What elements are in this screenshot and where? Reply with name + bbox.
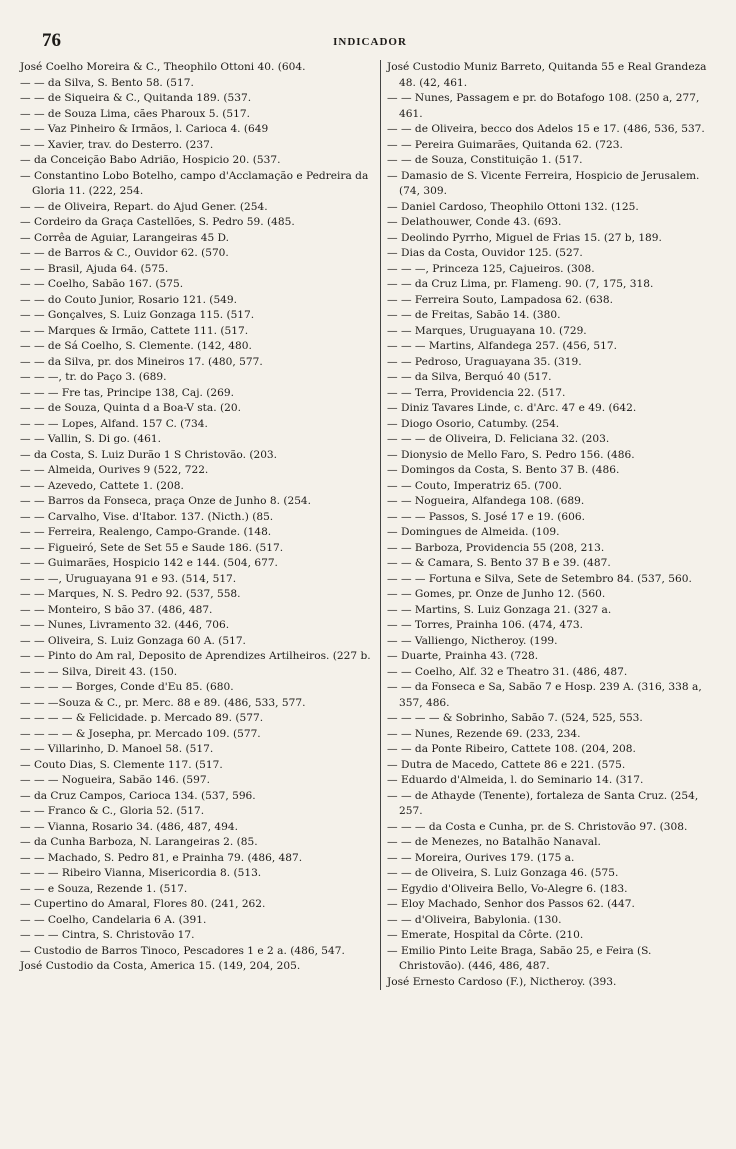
directory-entry: — — — — & Sobrinho, Sabão 7. (524, 525, 553. bbox=[387, 712, 643, 724]
directory-entry: — — Nogueira, Alfandega 108. (689. bbox=[387, 495, 585, 507]
directory-entry: — — Monteiro, S bão 37. (486, 487. bbox=[20, 603, 213, 616]
directory-entry: — Cordeiro da Graça Castellões, S. Pedro 59. (485. bbox=[20, 216, 295, 228]
directory-entry: — — e Souza, Rezende 1. (517. bbox=[20, 882, 188, 895]
directory-entry: — Egydio d'Oliveira Bello, Vo-Alegre 6. (183. bbox=[387, 882, 628, 895]
directory-entry: — — Azevedo, Cattete 1. (208. bbox=[20, 479, 184, 492]
directory-entry: — — Gomes, pr. Onze de Junho 12. (560. bbox=[387, 588, 606, 600]
directory-entry: — Cupertino do Amaral, Flores 80. (241, 262. bbox=[20, 898, 266, 910]
directory-entry: — — —, Princeza 125, Cajueiros. (308. bbox=[387, 262, 595, 275]
directory-entry: — — Franco & C., Gloria 52. (517. bbox=[20, 805, 205, 817]
directory-entry: — — de Souza, Constituição 1. (517. bbox=[387, 154, 583, 166]
page-number: 76 bbox=[42, 30, 61, 51]
directory-entry: — — — da Costa e Cunha, pr. de S. Christovão 97. (308. bbox=[387, 820, 688, 833]
directory-entry: — Delathouwer, Conde 43. (693. bbox=[387, 216, 562, 228]
directory-entry: — — Almeida, Ourives 9 (522, 722. bbox=[20, 464, 209, 476]
directory-entry: — — Coelho, Sabão 167. (575. bbox=[20, 278, 184, 290]
directory-entry: — — Vaz Pinheiro & Irmãos, l. Carioca 4. (649 bbox=[20, 123, 269, 135]
directory-entry: — — Pedroso, Uraguayana 35. (319. bbox=[387, 355, 582, 368]
directory-entry: — — — — & Josepha, pr. Mercado 109. (577. bbox=[20, 727, 261, 740]
directory-entry: — — Gonçalves, S. Luiz Gonzaga 115. (517. bbox=[20, 309, 255, 321]
directory-entry: — — Oliveira, S. Luiz Gonzaga 60 A. (517. bbox=[20, 634, 246, 647]
directory-entry: — — —Souza & C., pr. Merc. 88 e 89. (486, 533, 577. bbox=[20, 696, 306, 709]
running-title: INDICADOR bbox=[333, 36, 407, 48]
directory-entry: — — Machado, S. Pedro 81, e Prainha 79. (486, 487. bbox=[20, 851, 303, 864]
directory-entry: — — Coelho, Candelaria 6 A. (391. bbox=[20, 913, 207, 926]
directory-entry: — Custodio de Barros Tinoco, Pescadores 1 e 2 a. (486, 547. bbox=[20, 944, 345, 957]
directory-entry: — — Nunes, Passagem e pr. do Botafogo 108. (250 a, 277, 461. bbox=[387, 92, 700, 120]
directory-entry: — — Couto, Imperatriz 65. (700. bbox=[387, 479, 562, 492]
directory-entry: — — Carvalho, Vise. d'Itabor. 137. (Nicth.) (85. bbox=[20, 510, 274, 523]
directory-entry: — da Costa, S. Luiz Durão 1 S Christovão. (203. bbox=[20, 448, 278, 461]
directory-entry: — — de Athayde (Tenente), fortaleza de Santa Cruz. (254, 257. bbox=[387, 789, 699, 817]
directory-entry: — — Nunes, Livramento 32. (446, 706. bbox=[20, 619, 230, 631]
directory-entry: — Eloy Machado, Senhor dos Passos 62. (447. bbox=[387, 898, 635, 910]
directory-entry: — — — — Borges, Conde d'Eu 85. (680. bbox=[20, 681, 234, 693]
directory-entry: — Constantino Lobo Botelho, campo d'Acclamação e Pedreira da Gloria 11. (222, 254. bbox=[20, 169, 369, 197]
directory-entry: — — de Oliveira, becco dos Adelos 15 e 17. (486, 536, 537. bbox=[387, 123, 705, 135]
directory-entry: — — Nunes, Rezende 69. (233, 234. bbox=[387, 727, 581, 740]
directory-entry: — Emilio Pinto Leite Braga, Sabão 25, e Feira (S. Christovão). (446, 486, 487. bbox=[387, 944, 652, 972]
directory-entry: — — d'Oliveira, Babylonia. (130. bbox=[387, 913, 562, 926]
right-column bbox=[380, 60, 720, 990]
directory-entry: — Corrêa de Aguiar, Larangeiras 45 D. bbox=[20, 231, 230, 244]
directory-entry: — — do Couto Junior, Rosario 121. (549. bbox=[20, 293, 238, 306]
directory-entry: — — & Camara, S. Bento 37 B e 39. (487. bbox=[387, 557, 611, 569]
directory-entry: José Ernesto Cardoso (F.), Nictheroy. (393. bbox=[387, 975, 617, 988]
directory-entry: — — Moreira, Ourives 179. (175 a. bbox=[387, 851, 575, 864]
directory-entry: — — de Freitas, Sabão 14. (380. bbox=[387, 309, 561, 321]
directory-entry: — Dutra de Macedo, Cattete 86 e 221. (575. bbox=[387, 758, 626, 771]
directory-entry: — Couto Dias, S. Clemente 117. (517. bbox=[20, 758, 223, 771]
directory-entry: — — de Souza Lima, cães Pharoux 5. (517. bbox=[20, 107, 250, 120]
directory-columns bbox=[20, 60, 720, 990]
directory-entry: — — Guimarães, Hospicio 142 e 144. (504, 677. bbox=[20, 557, 278, 569]
directory-entry: — Emerate, Hospital da Côrte. (210. bbox=[387, 929, 584, 941]
directory-entry: — — — Silva, Direit 43. (150. bbox=[20, 665, 178, 678]
directory-entry: — Domingues de Almeida. (109. bbox=[387, 526, 560, 538]
directory-entry: — — Pinto do Am ral, Deposito de Aprendizes Artilheiros. (227 b. bbox=[20, 650, 371, 662]
directory-entry: — — Marques, N. S. Pedro 92. (537, 558. bbox=[20, 588, 241, 600]
directory-entry: — Deolindo Pyrrho, Miguel de Frias 15. (27 b, 189. bbox=[387, 231, 662, 244]
directory-entry: — Domingos da Costa, S. Bento 37 B. (486. bbox=[387, 464, 620, 476]
directory-entry: — Dias da Costa, Ouvidor 125. (527. bbox=[387, 247, 583, 259]
directory-entry: — — da Fonseca e Sa, Sabão 7 e Hosp. 239 A. (316, 338 a, 357, 486. bbox=[387, 681, 702, 709]
directory-entry: — — Martins, S. Luiz Gonzaga 21. (327 a. bbox=[387, 603, 612, 616]
directory-entry: — da Cunha Barboza, N. Larangeiras 2. (85. bbox=[20, 836, 258, 848]
directory-entry: — da Conceição Babo Adrião, Hospicio 20. (537. bbox=[20, 154, 281, 166]
directory-entry: — — — Nogueira, Sabão 146. (597. bbox=[20, 774, 210, 786]
directory-entry: — — Xavier, trav. do Desterro. (237. bbox=[20, 138, 214, 151]
directory-entry: — — de Oliveira, Repart. do Ajud Gener. (254. bbox=[20, 200, 268, 213]
directory-entry: — — — Ribeiro Vianna, Misericordia 8. (513. bbox=[20, 867, 262, 879]
directory-entry: — — Marques & Irmão, Cattete 111. (517. bbox=[20, 324, 249, 337]
directory-entry: — — Barboza, Providencia 55 (208, 213. bbox=[387, 541, 605, 554]
directory-entry: — — — Lopes, Alfand. 157 C. (734. bbox=[20, 417, 208, 430]
directory-entry: — Eduardo d'Almeida, l. do Seminario 14. (317. bbox=[387, 774, 644, 786]
directory-entry: — — de Siqueira & C., Quitanda 189. (537. bbox=[20, 92, 252, 104]
directory-entry: — Damasio de S. Vicente Ferreira, Hospicio de Jerusalem. (74, 309. bbox=[387, 169, 700, 197]
directory-entry: — Duarte, Prainha 43. (728. bbox=[387, 650, 539, 662]
directory-entry: José Coelho Moreira & C., Theophilo Ottoni 40. (604. bbox=[20, 61, 306, 73]
directory-entry: — — Terra, Providencia 22. (517. bbox=[387, 386, 566, 399]
directory-entry: — — de Barros & C., Ouvidor 62. (570. bbox=[20, 247, 229, 259]
directory-entry: — — — Cintra, S. Christovão 17. bbox=[20, 929, 195, 941]
directory-entry: — — da Silva, Berquó 40 (517. bbox=[387, 371, 552, 383]
directory-entry: — Daniel Cardoso, Theophilo Ottoni 132. (125. bbox=[387, 200, 639, 213]
directory-entry: — — Figueiró, Sete de Set 55 e Saude 186. (517. bbox=[20, 541, 284, 554]
directory-entry: José Custodio da Costa, America 15. (149, 204, 205. bbox=[20, 960, 301, 972]
directory-entry: — — — Martins, Alfandega 257. (456, 517. bbox=[387, 340, 617, 352]
directory-entry: José Custodio Muniz Barreto, Quitanda 55 e Real Grandeza 48. (42, 461. bbox=[387, 61, 707, 89]
directory-entry: — — Villarinho, D. Manoel 58. (517. bbox=[20, 743, 214, 755]
left-column bbox=[20, 60, 380, 990]
directory-entry: — — —, tr. do Paço 3. (689. bbox=[20, 371, 167, 383]
directory-entry: — — — Fortuna e Silva, Sete de Setembro 84. (537, 560. bbox=[387, 572, 692, 585]
directory-entry: — — Pereira Guimarães, Quitanda 62. (723. bbox=[387, 138, 623, 151]
directory-entry: — — Barros da Fonseca, praça Onze de Junho 8. (254. bbox=[20, 495, 312, 507]
directory-entry: — — Coelho, Alf. 32 e Theatro 31. (486, 487. bbox=[387, 665, 628, 678]
directory-entry: — Diogo Osorio, Catumby. (254. bbox=[387, 417, 560, 430]
directory-entry: — — Torres, Prainha 106. (474, 473. bbox=[387, 619, 583, 631]
directory-entry: — — —, Uruguayana 91 e 93. (514, 517. bbox=[20, 572, 237, 585]
directory-entry: — da Cruz Campos, Carioca 134. (537, 596. bbox=[20, 789, 256, 802]
directory-entry: — — Marques, Uruguayana 10. (729. bbox=[387, 324, 587, 337]
directory-entry: — — de Oliveira, S. Luiz Gonzaga 46. (575. bbox=[387, 867, 619, 879]
directory-entry: — — — — & Felicidade. p. Mercado 89. (577. bbox=[20, 712, 264, 724]
directory-entry: — — Brasil, Ajuda 64. (575. bbox=[20, 262, 169, 275]
directory-entry: — Dionysio de Mello Faro, S. Pedro 156. (486. bbox=[387, 448, 635, 461]
directory-entry: — — Valliengo, Nictheroy. (199. bbox=[387, 634, 558, 647]
directory-entry: — — da Silva, S. Bento 58. (517. bbox=[20, 76, 194, 89]
directory-entry: — — — Fre tas, Principe 138, Caj. (269. bbox=[20, 386, 234, 399]
directory-entry: — — da Ponte Ribeiro, Cattete 108. (204, 208. bbox=[387, 743, 636, 755]
directory-entry: — — da Silva, pr. dos Mineiros 17. (480, 577. bbox=[20, 355, 263, 368]
directory-entry: — — de Menezes, no Batalhão Nanaval. bbox=[387, 836, 601, 848]
directory-entry: — — da Cruz Lima, pr. Flameng. 90. (7, 175, 318. bbox=[387, 278, 654, 290]
directory-entry: — — de Souza, Quinta d a Boa-V sta. (20. bbox=[20, 402, 241, 414]
directory-entry: — — Vallin, S. Di go. (461. bbox=[20, 433, 161, 445]
directory-entry: — — Ferreira, Realengo, Campo-Grande. (148. bbox=[20, 526, 272, 538]
directory-entry: — — — Passos, S. José 17 e 19. (606. bbox=[387, 510, 586, 523]
directory-entry: — Diniz Tavares Linde, c. d'Arc. 47 e 49. (642. bbox=[387, 402, 637, 414]
directory-entry: — — — de Oliveira, D. Feliciana 32. (203. bbox=[387, 433, 610, 445]
directory-entry: — — Ferreira Souto, Lampadosa 62. (638. bbox=[387, 293, 614, 306]
directory-entry: — — de Sá Coelho, S. Clemente. (142, 480. bbox=[20, 340, 252, 352]
page-header bbox=[20, 18, 720, 60]
directory-entry: — — Vianna, Rosario 34. (486, 487, 494. bbox=[20, 820, 238, 833]
